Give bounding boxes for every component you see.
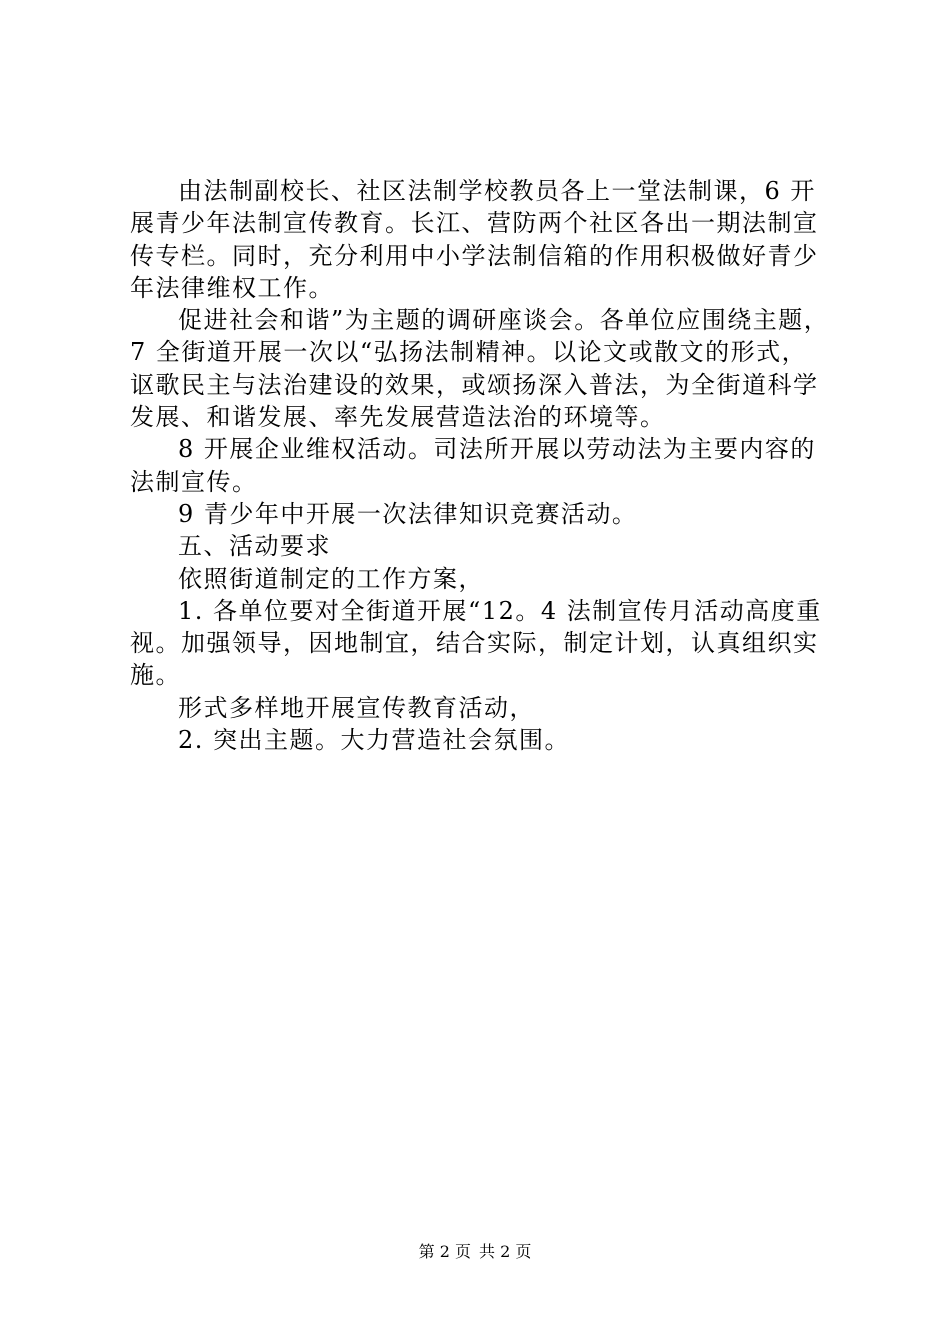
text-line: 依照街道制定的工作方案， bbox=[178, 564, 484, 593]
text-line: 8 开展企业维权活动。司法所开展以劳动法为主要内容的 bbox=[178, 435, 816, 464]
text-line: 展青少年法制宣传教育。长江、营防两个社区各出一期法制宣 bbox=[130, 209, 819, 238]
text-line: 传专栏。同时，充分利用中小学法制信箱的作用积极做好青少 bbox=[130, 241, 819, 270]
text-line: 讴歌民主与法治建设的效果，或颂扬深入普法，为全街道科学 bbox=[130, 370, 819, 399]
section-heading: 五、活动要求 bbox=[178, 532, 331, 561]
text-line: 促进社会和谐”为主题的调研座谈会。各单位应围绕主题， bbox=[178, 306, 830, 335]
text-line: 年法律维权工作。 bbox=[130, 273, 334, 302]
text-line: 2. 突出主题。大力营造社会氛围。 bbox=[178, 726, 571, 755]
text-line: 由法制副校长、社区法制学校教员各上一堂法制课，6 开 bbox=[178, 177, 816, 205]
text-line: 形式多样地开展宣传教育活动， bbox=[178, 693, 535, 722]
page-total: 共 2 页 bbox=[479, 1242, 532, 1261]
text-line: 法制宣传。 bbox=[130, 467, 258, 496]
page-number: 第 2 页 bbox=[418, 1242, 471, 1261]
text-line: 发展、和谐发展、率先发展营造法治的环境等。 bbox=[130, 403, 666, 432]
text-line: 视。加强领导，因地制宜，结合实际，制定计划，认真组织实 bbox=[130, 629, 819, 658]
page-footer bbox=[0, 1242, 950, 1262]
document-body bbox=[130, 175, 830, 756]
text-line: 9 青少年中开展一次法律知识竞赛活动。 bbox=[178, 499, 638, 528]
text-line: 7 全街道开展一次以“弘扬法制精神。以论文或散文的形式， bbox=[130, 338, 808, 367]
text-line: 施。 bbox=[130, 661, 181, 690]
text-line: 1. 各单位要对全街道开展“12。4 法制宣传月活动高度重 bbox=[178, 596, 822, 625]
